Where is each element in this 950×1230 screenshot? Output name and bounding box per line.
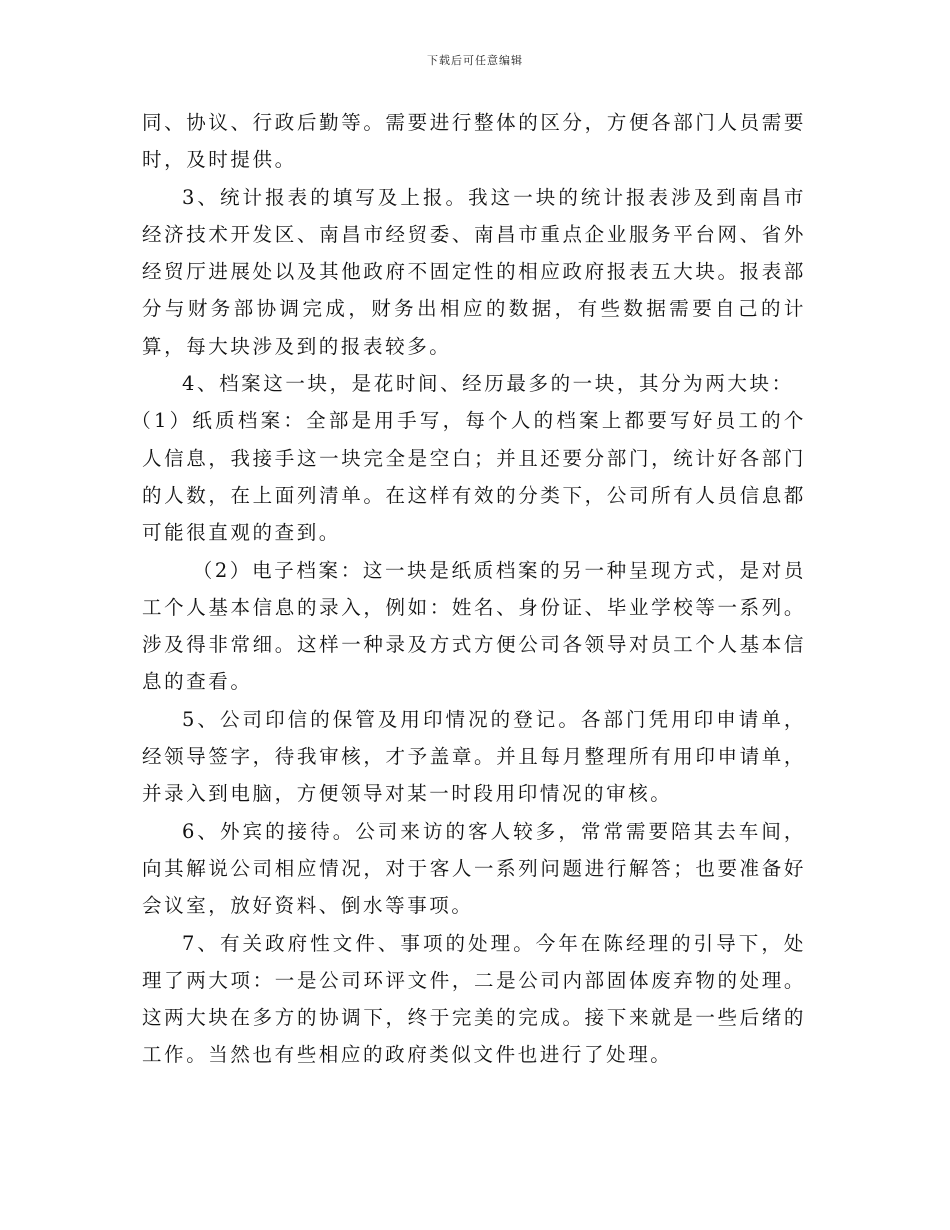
paragraph-continuation: 同、协议、行政后勤等。需要进行整体的区分，方便各部门人员需要时，及时提供。 xyxy=(142,111,806,172)
paragraph-item-4: 4、档案这一块，是花时间、经历最多的一块，其分为两大块： xyxy=(181,372,794,396)
paragraph-item-4-1: （1）纸质档案：全部是用手写，每个人的档案上都要写好员工的个人信息，我接手这一块完全是空白；并且还要分部门，统计好各部门的人数，在上面列清单。在这样有效的分类下，公司所有人员信息都可能很直观的查到。 xyxy=(131,409,806,545)
paragraph-item-6: 6、外宾的接待。公司来访的客人较多，常常需要陪其去车间，向其解说公司相应情况，对于客人一系列问题进行解答；也要准备好会议室，放好资料、倒水等事项。 xyxy=(142,819,806,918)
paragraph-item-7: 7、有关政府性文件、事项的处理。今年在陈经理的引导下，处理了两大项：一是公司环评文件，二是公司内部固体废弃物的处理。这两大块在多方的协调下，终于完美的完成。接下来就是一些后绪的工作。当然也有些相应的政府类似文件也进行了处理。 xyxy=(142,931,806,1067)
page-header: 下载后可任意编辑 xyxy=(427,54,523,67)
paragraph-item-5: 5、公司印信的保管及用印情况的登记。各部门凭用印申请单，经领导签字，待我审核，才予盖章。并且每月整理所有用印申请单，并录入到电脑，方便领导对某一时段用印情况的审核。 xyxy=(142,707,806,806)
document-body xyxy=(131,104,806,1074)
paragraph-item-4-2: （2）电子档案：这一块是纸质档案的另一种呈现方式，是对员工个人基本信息的录入，例如：姓名、身份证、毕业学校等一系列。涉及得非常细。这样一种录及方式方便公司各领导对员工个人基本信息的查看。 xyxy=(142,558,806,694)
paragraph-item-3: 3、统计报表的填写及上报。我这一块的统计报表涉及到南昌市经济技术开发区、南昌市经贸委、南昌市重点企业服务平台网、省外经贸厅进展处以及其他政府不固定性的相应政府报表五大块。报表部分与财务部协调完成，财务出相应的数据，有些数据需要自己的计算，每大块涉及到的报表较多。 xyxy=(142,185,806,358)
